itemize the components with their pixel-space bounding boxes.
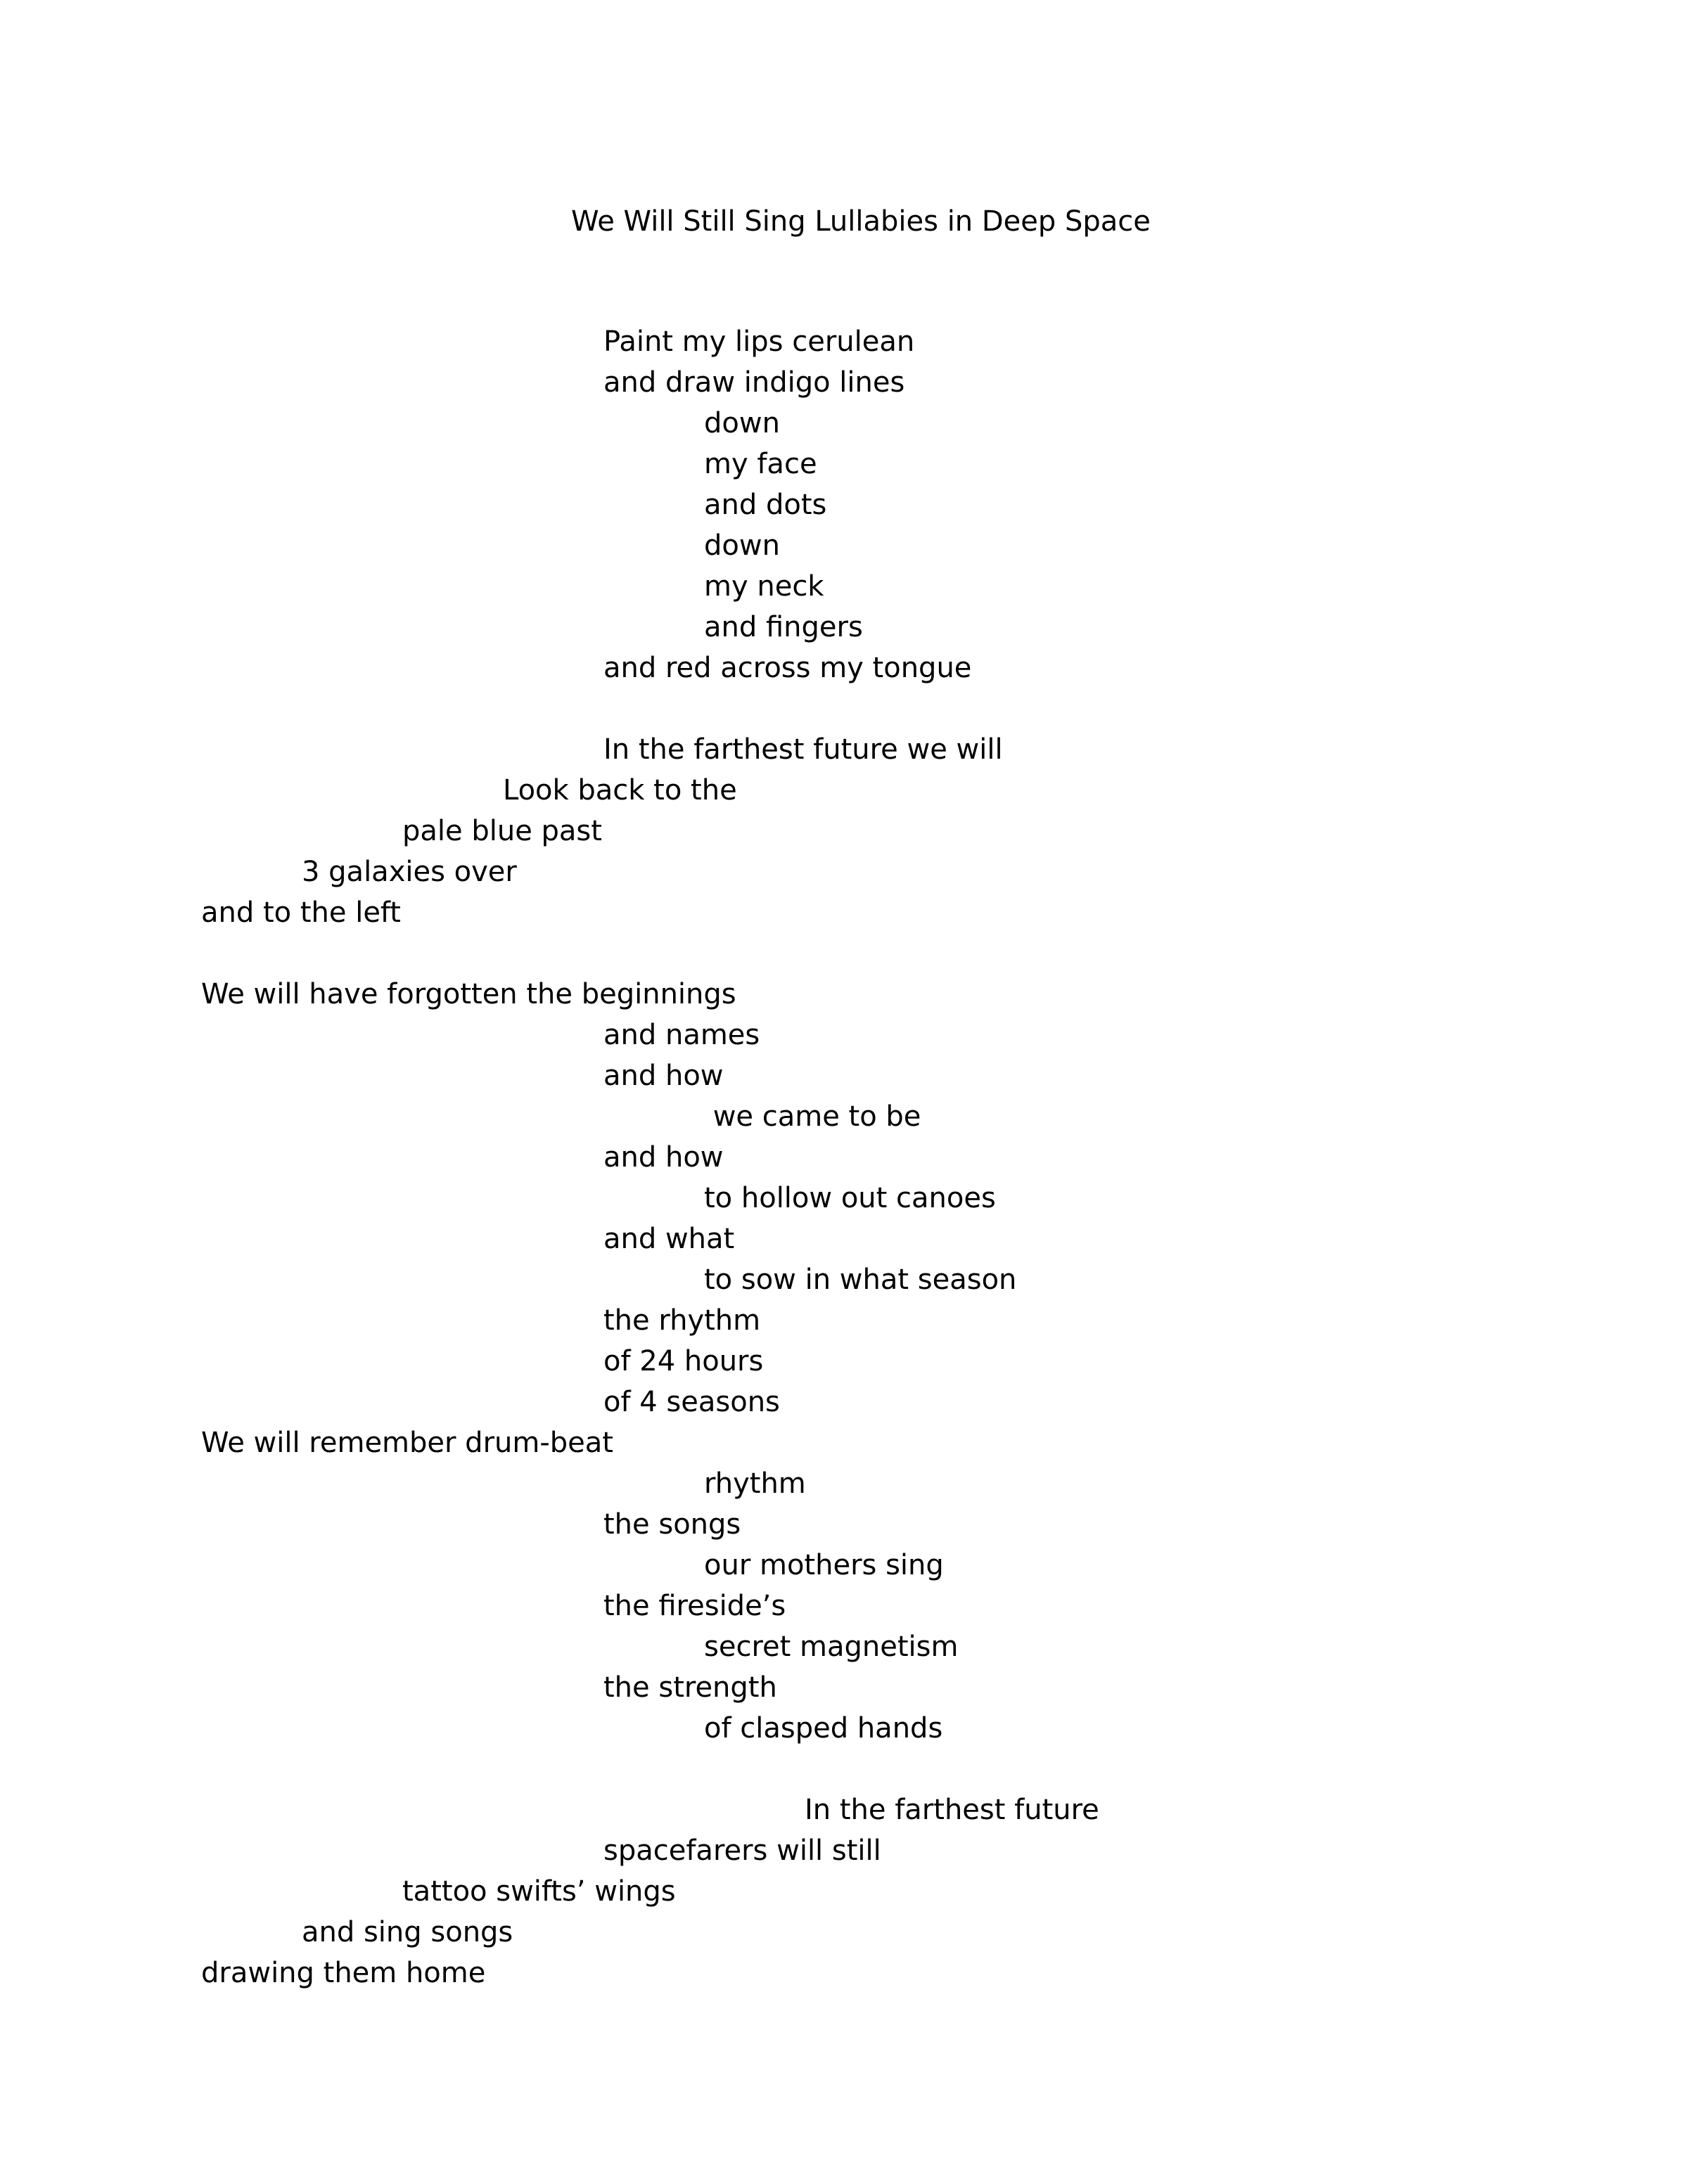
poem-line: of clasped hands bbox=[704, 1712, 943, 1745]
poem-body bbox=[0, 321, 1688, 1993]
stanza-break bbox=[0, 688, 1688, 729]
poem-line: Look back to the bbox=[503, 774, 737, 807]
poem-line: the fireside’s bbox=[603, 1590, 786, 1622]
poem-line: of 4 seasons bbox=[603, 1386, 780, 1418]
poem-line: spacefarers will still bbox=[603, 1835, 881, 1867]
poem-line: and how bbox=[603, 1141, 724, 1174]
poem-line: We will have forgotten the beginnings bbox=[201, 978, 736, 1010]
poem-line: rhythm bbox=[704, 1467, 806, 1500]
stanza-break bbox=[0, 1749, 1688, 1790]
poem-line: to sow in what season bbox=[704, 1264, 1017, 1296]
poem-line: drawing them home bbox=[201, 1957, 486, 1989]
poem-line: and red across my tongue bbox=[603, 652, 972, 684]
poem-line: secret magnetism bbox=[704, 1631, 959, 1663]
poem-line: pale blue past bbox=[402, 815, 602, 847]
poem-line: We will remember drum-beat bbox=[201, 1427, 613, 1459]
poem-line: the rhythm bbox=[603, 1304, 761, 1337]
poem-line: the songs bbox=[603, 1508, 741, 1541]
poem-line: of 24 hours bbox=[603, 1345, 764, 1377]
poem-line: and fingers bbox=[704, 611, 863, 643]
poem-line: the strength bbox=[603, 1671, 777, 1704]
poem-line: my neck bbox=[704, 570, 824, 603]
poem-title: We Will Still Sing Lullabies in Deep Space bbox=[571, 205, 1151, 238]
poem-line: and what bbox=[603, 1223, 735, 1255]
poem-line: down bbox=[704, 529, 780, 562]
poem-line: and to the left bbox=[201, 897, 401, 929]
poem-line: our mothers sing bbox=[704, 1549, 944, 1581]
poem-line: and draw indigo lines bbox=[603, 366, 905, 399]
poem-line: to hollow out canoes bbox=[704, 1182, 996, 1214]
poem-line: In the farthest future bbox=[805, 1794, 1099, 1826]
poem-line: tattoo swifts’ wings bbox=[402, 1875, 676, 1908]
stanza-break bbox=[0, 933, 1688, 974]
poem-line: Paint my lips cerulean bbox=[603, 326, 915, 358]
poem-line: and how bbox=[603, 1060, 724, 1092]
poem-line: down bbox=[704, 407, 780, 439]
poem-line: and dots bbox=[704, 489, 827, 521]
poem-line: my face bbox=[704, 448, 817, 480]
poem-line: In the farthest future we will bbox=[603, 733, 1003, 766]
poem-line: we came to be bbox=[704, 1100, 921, 1133]
poem-line: 3 galaxies over bbox=[302, 856, 517, 888]
poem-line: and names bbox=[603, 1019, 760, 1051]
poem-line: and sing songs bbox=[302, 1916, 513, 1948]
